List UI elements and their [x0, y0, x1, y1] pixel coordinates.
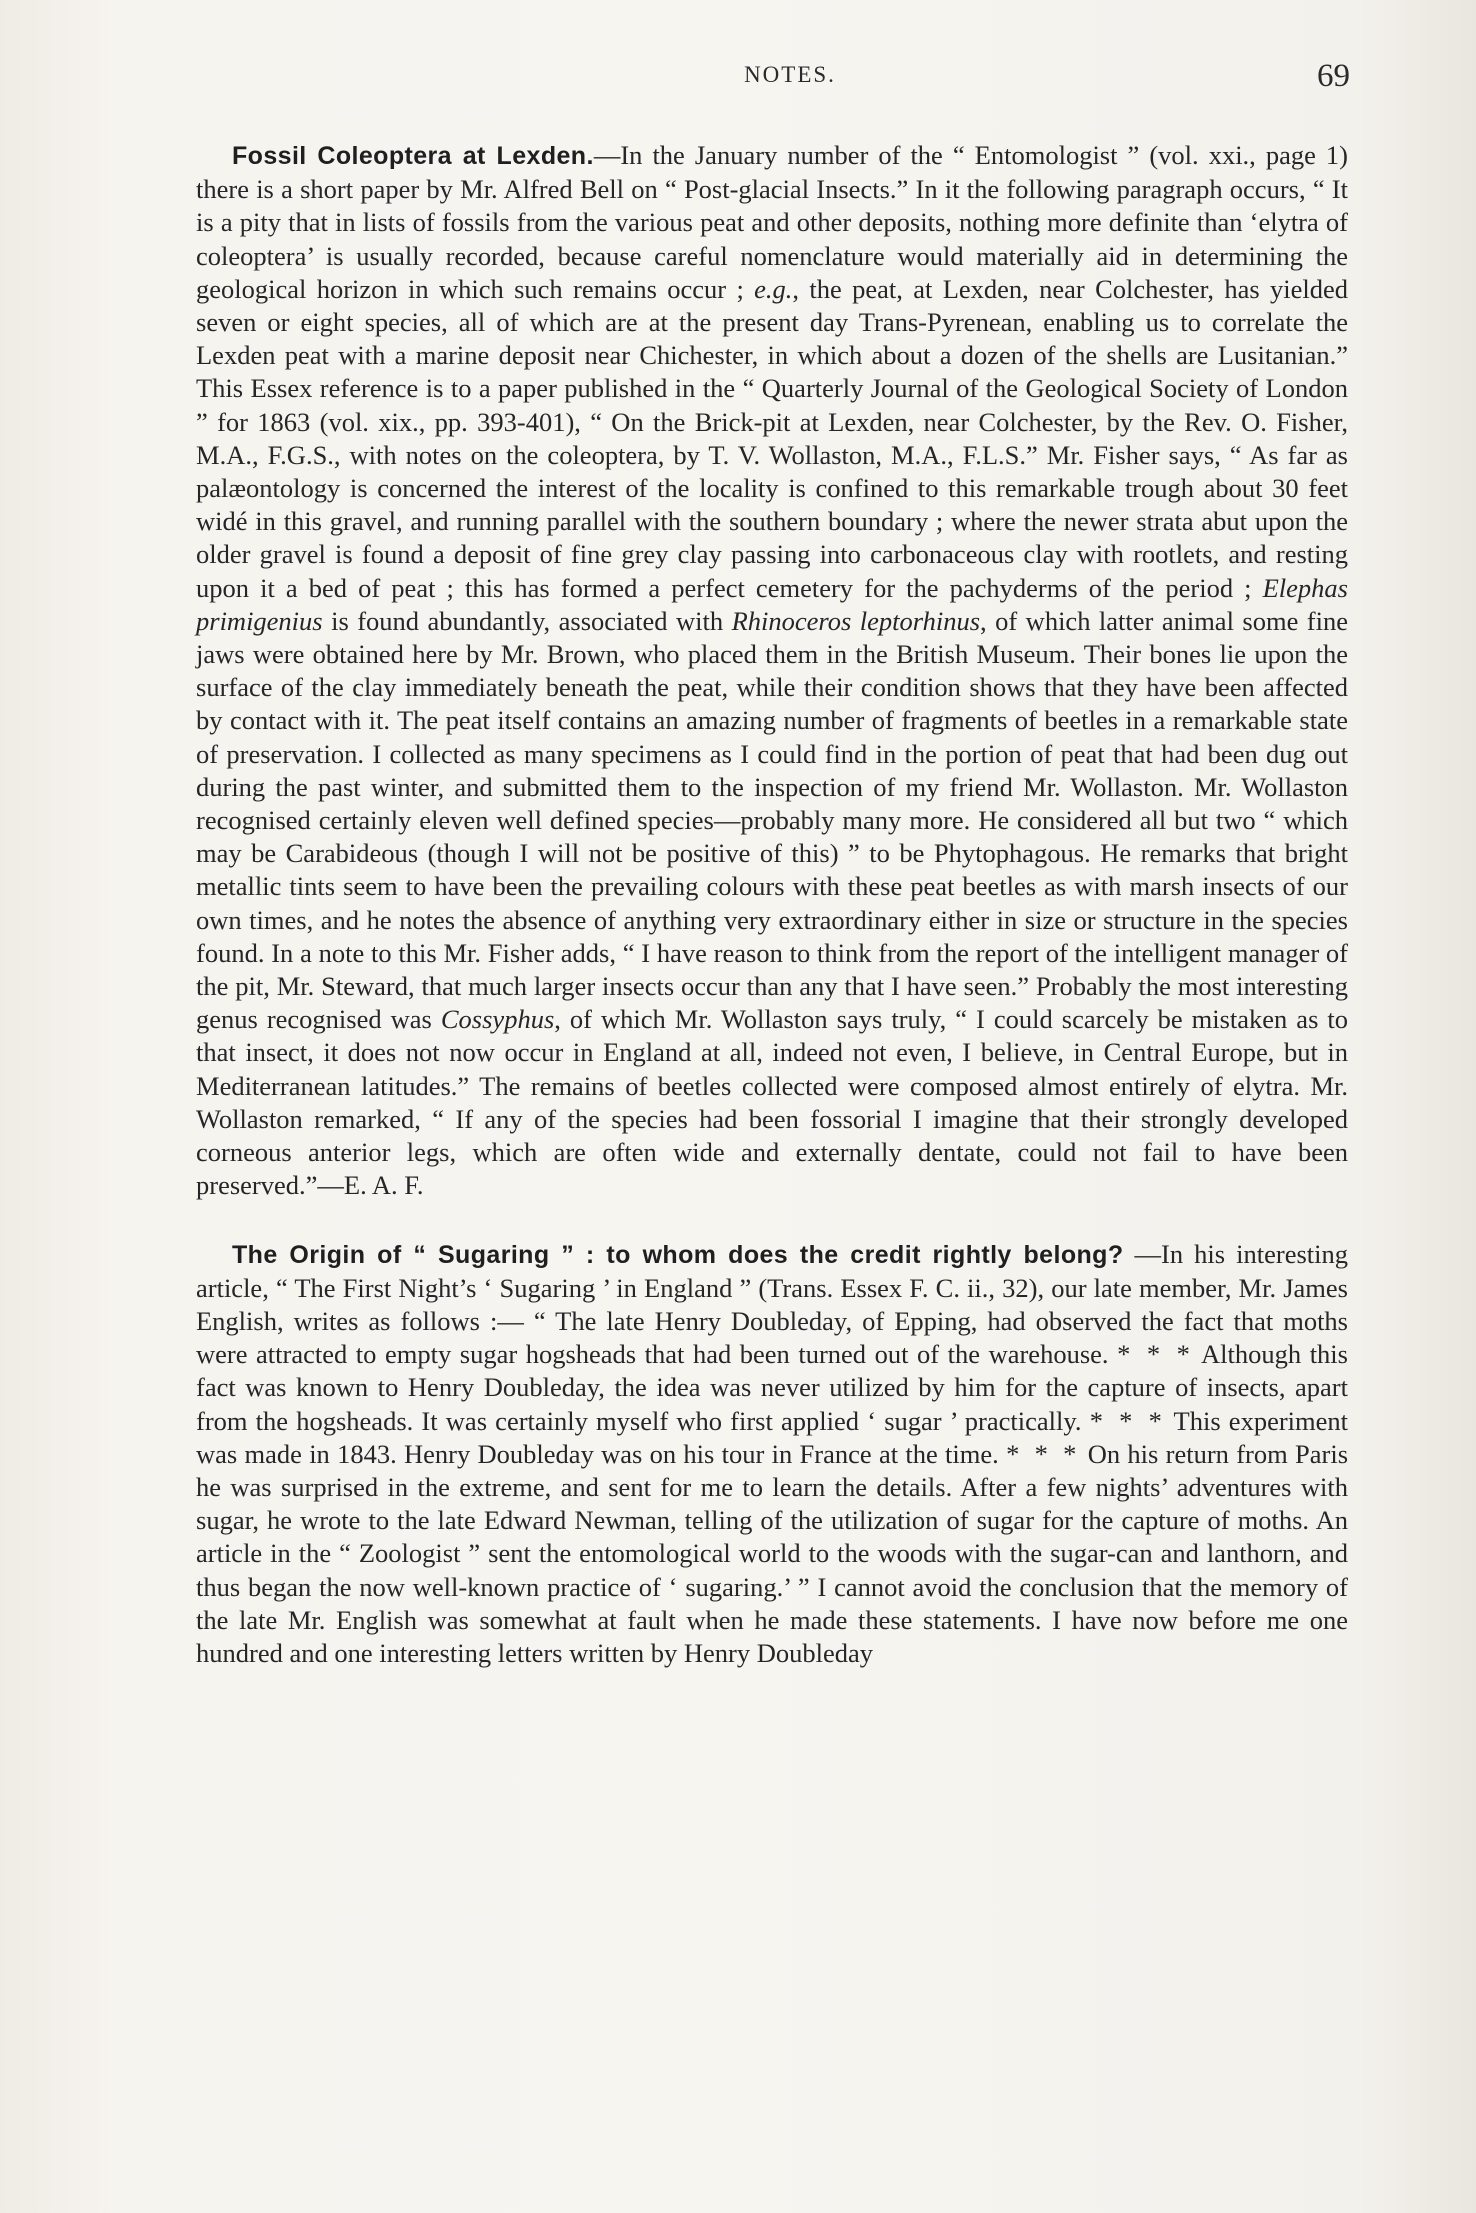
text-run: , the peat, at Lexden, near Colchester, has yielded seven or eight species, all of which are at the present day Trans-Pyrenean, enabling us to correlate the Lexden peat with a marine deposit near Chichester, in which about a dozen of the shells are Lusitanian.” This Essex reference is to a paper published in the “ Quarterly Journal of the Geological Society of London ” for 1863 (vol. xix., pp. 393-401), “ On the Brick-pit at Lexden, near Colchester, by the Rev. O. Fisher, M.A., F.G.S., with notes on the coleoptera, by T. V. Wollaston, M.A., F.L.S.” Mr. Fisher says, “ As far as palæontology is concerned the interest of the locality is confined to this remarkable trough about 30 feet widé in this gravel, and running parallel with the southern boundary ; where the newer strata abut upon the older gravel is found a deposit of fine grey clay passing into carbonaceous clay with rootlets, and resting upon it a bed of peat ; this has formed a perfect cemetery for the pachyderms of the period ; [196, 273, 1348, 603]
genus-name: Cossyphus [440, 1004, 555, 1035]
text-run: , of which Mr. Wollaston says truly, “ I could scarcely be mistaken as to that insect, it does not now occur in England at all, indeed not even, I believe, in Central Europe, but in Mediterranean latitudes.” The remains of beetles collected were composed almost entirely of elytra. Mr. Wollaston remarked, “ If any of the species had been fossorial I imagine that their strongly developed corneous anterior legs, which are often wide and externally dentate, could not fail to have been preserved.”—E. A. F. [196, 1004, 1349, 1201]
note-origin-of-sugaring [196, 1238, 1348, 1671]
page-header [230, 58, 1350, 108]
text-run: is found abundantly, associated with [322, 605, 732, 636]
running-head: NOTES. [744, 62, 836, 87]
ellipsis-stars: * * * [1006, 1438, 1081, 1469]
italic-abbrev: e.g. [754, 273, 793, 304]
paragraph [196, 139, 1348, 1203]
text-run: This experiment was made in 1843. Henry Doubleday was on his tour in France at the time. [196, 1405, 1349, 1469]
species-name: Elephas primigenius [196, 572, 1348, 636]
text-run: —In the January number of the “ Entomologist ” (vol. xxi., page 1) there is a short paper by Mr. Alfred Bell on “ Post-glacial Insects.” In it the following paragraph occurs, “ It is a pity that in lists of fossils from the various peat and other deposits, nothing more definite than ‘elytra of coleoptera’ is usually recorded, because careful nomenclature would materially aid in determining the geological horizon in which such remains occur ; [196, 140, 1348, 304]
text-run: On his return from Paris he was surprised in the extreme, and sent for me to learn the details. After a few nights’ adventures with sugar, he wrote to the late Edward Newman, telling of the utilization of sugar for the capture of moths. An article in the “ Zoologist ” sent the entomological world to the woods with the sugar-can and lanthorn, and thus began the now well-known practice of ‘ sugaring.’ ” I cannot avoid the conclusion that the memory of the late Mr. English was somewhat at fault when he made these statements. I have now before me one hundred and one interesting letters written by Henry Doubleday [196, 1438, 1349, 1668]
text-run: Although this fact was known to Henry Doubleday, the idea was never utilized by him for the capture of insects, apart from the hogsheads. It was certainly myself who first applied ‘ sugar ’ practically. [196, 1339, 1348, 1436]
ellipsis-stars: * * * [1089, 1405, 1166, 1436]
text-run: —In his interesting article, “ The First Night’s ‘ Sugaring ’ in England ” (Trans. Essex F. C. ii., 32), our late member, Mr. James English, writes as follows :— “ The late Henry Doubleday, of Epping, had observed the fact that moths were attracted to empty sugar hogsheads that had been turned out of the warehouse. [196, 1238, 1348, 1370]
article-heading: The Origin of “ Sugaring ” : to whom does the credit rightly belong? [232, 1240, 1124, 1269]
text-run: , of which latter animal some fine jaws were obtained here by Mr. Brown, who placed them in the British Museum. Their bones lie upon the surface of the clay immediately beneath the peat, while their condition shows that they have been affected by contact with it. The peat itself contains an amazing number of fragments of beetles in a remarkable state of preservation. I collected as many specimens as I could find in the portion of peat that had been dug out during the past winter, and submitted them to the inspection of my friend Mr. Wollaston. Mr. Wollaston recognised certainly eleven well defined species—probably many more. He considered all but two “ which may be Carabideous (though I will not be positive of this) ” to be Phytophagous. He remarks that bright metallic tints seem to have been the prevailing colours with these peat beetles as with marsh insects of our own times, and he notes the absence of anything very extraordinary either in size or structure in the species found. In a note to this Mr. Fisher adds, “ I have reason to think from the report of the intelligent manager of the pit, Mr. Steward, that much larger insects occur than any that I have seen.” Probably the most interesting genus recognised was [196, 605, 1348, 1035]
species-name: Rhinoceros leptorhinus [731, 605, 981, 636]
article-heading: Fossil Coleoptera at Lexden. [232, 142, 594, 170]
note-fossil-coleoptera [196, 139, 1348, 1203]
page-body [196, 139, 1348, 1670]
paragraph [196, 1238, 1348, 1671]
page-number: 69 [1317, 58, 1350, 94]
ellipsis-stars: * * * [1117, 1339, 1194, 1370]
